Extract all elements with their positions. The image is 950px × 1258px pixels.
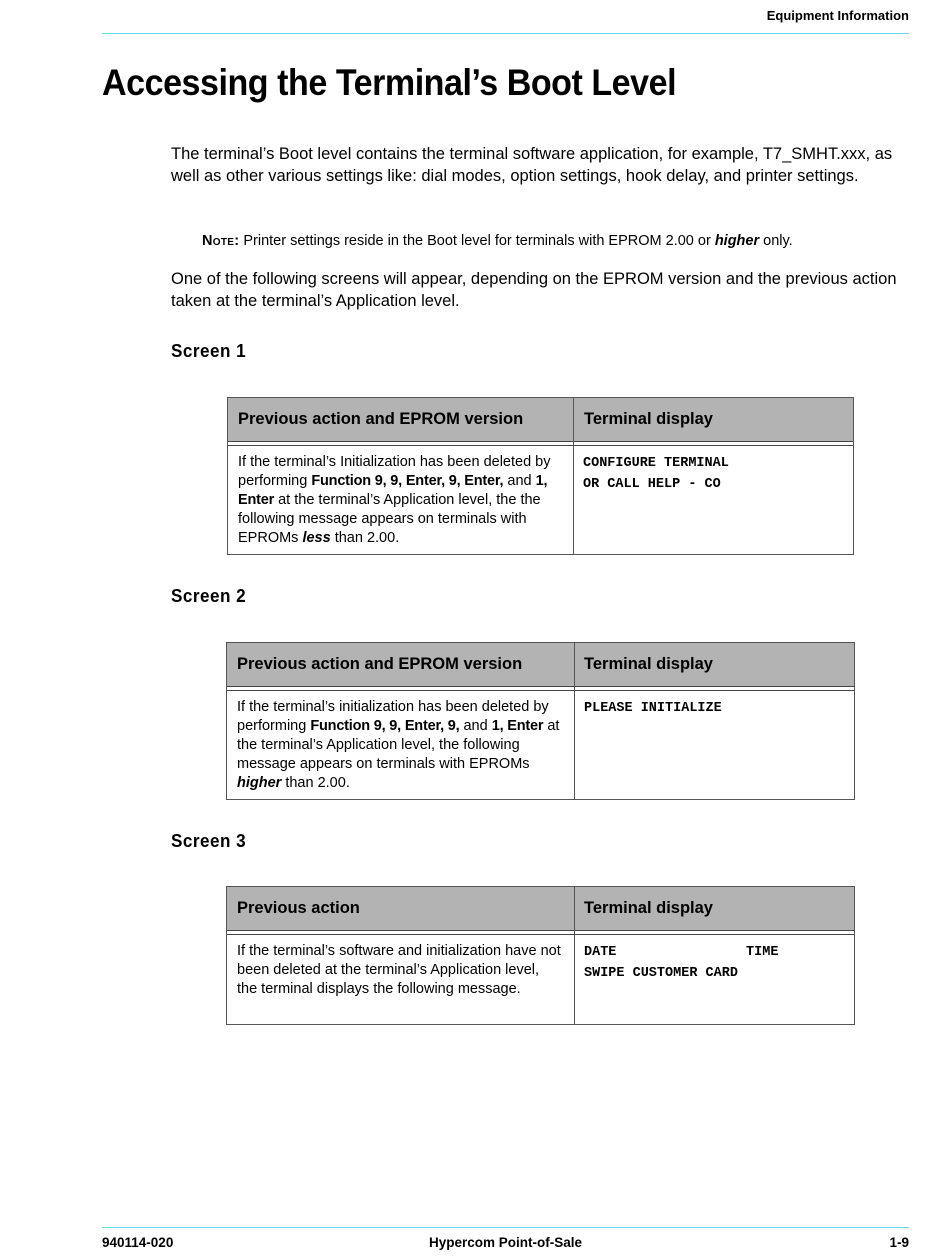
terminal-display-cell: PLEASE INITIALIZE <box>584 701 722 716</box>
lead-paragraph: One of the following screens will appear, depending on the EPROM version and the previous action taken at the terminal’s Application level. <box>171 270 897 310</box>
desc-text: If the terminal’s initialization has been deleted by performing <box>237 699 549 734</box>
terminal-display-cell: CONFIGURE TERMINAL OR CALL HELP - CO <box>583 456 729 492</box>
desc-text: at the terminal’s Application level, the the following message appears on terminals with EPROMs <box>238 492 541 546</box>
desc-text: If the terminal’s Initialization has been deleted by performing <box>238 454 551 489</box>
running-header: Equipment Information <box>766 8 909 23</box>
screen-2-table <box>226 642 855 800</box>
screen-1-heading: Screen 1 <box>171 341 247 361</box>
col-terminal-display-header: Terminal display <box>584 899 713 917</box>
note-emphasis: higher <box>714 233 760 249</box>
page-title: Accessing the Terminal’s Boot Level <box>102 62 677 103</box>
col-previous-action-header: Previous action and EPROM version <box>237 655 523 673</box>
column-divider <box>574 643 575 799</box>
note-text: Printer settings reside in the Boot level for terminals with EPROM 2.00 or <box>243 233 711 249</box>
intro-paragraph: The terminal’s Boot level contains the terminal software application, for example, T7_SMHT.xxx, as well as other various settings like: dial modes, option settings, hook delay, and printer settings. <box>171 145 893 185</box>
table-header-row <box>227 643 854 687</box>
col-previous-action-header: Previous action and EPROM version <box>238 410 524 428</box>
desc-text: at the terminal’s Application level, the following message appears on terminals with EPROMs <box>237 718 560 772</box>
col-terminal-display-header: Terminal display <box>584 410 713 428</box>
footer-rule <box>102 1227 909 1228</box>
col-previous-action-header: Previous action <box>237 899 360 917</box>
footer-doc-number: 940114-020 <box>102 1235 174 1250</box>
previous-action-cell <box>238 453 563 548</box>
desc-text: and <box>463 718 488 734</box>
key-sequence: 1, Enter <box>238 473 548 508</box>
footer-page-number: 1-9 <box>889 1235 909 1250</box>
desc-text: than 2.00. <box>334 530 400 546</box>
table-header-row <box>227 887 854 931</box>
key-sequence: 1, Enter <box>491 718 544 734</box>
header-rule <box>102 33 909 34</box>
column-divider <box>573 398 574 554</box>
screen-3-heading: Screen 3 <box>171 831 247 851</box>
column-divider <box>574 887 575 1024</box>
screen-2-heading: Screen 2 <box>171 586 247 606</box>
footer-product: Hypercom Point-of-Sale <box>428 1235 583 1250</box>
desc-emphasis: higher <box>237 775 282 791</box>
previous-action-cell: If the terminal’s software and initialization have not been deleted at the terminal’s Application level, the terminal displays the following message. <box>237 943 561 997</box>
note <box>202 231 793 251</box>
previous-action-cell <box>237 698 562 793</box>
screen-3-table <box>226 886 855 1025</box>
key-sequence: Function 9, 9, Enter, 9, Enter, <box>311 473 504 489</box>
key-sequence: Function 9, 9, Enter, 9, <box>310 718 460 734</box>
desc-text: than 2.00. <box>285 775 350 791</box>
terminal-display-cell: DATE TIME SWIPE CUSTOMER CARD <box>584 945 779 981</box>
desc-text: and <box>507 473 532 489</box>
screen-1-table <box>227 397 854 555</box>
note-label: Note: <box>202 233 240 249</box>
col-terminal-display-header: Terminal display <box>584 655 713 673</box>
desc-emphasis: less <box>302 530 331 546</box>
note-text-end: only. <box>763 233 793 249</box>
table-header-row <box>228 398 853 442</box>
